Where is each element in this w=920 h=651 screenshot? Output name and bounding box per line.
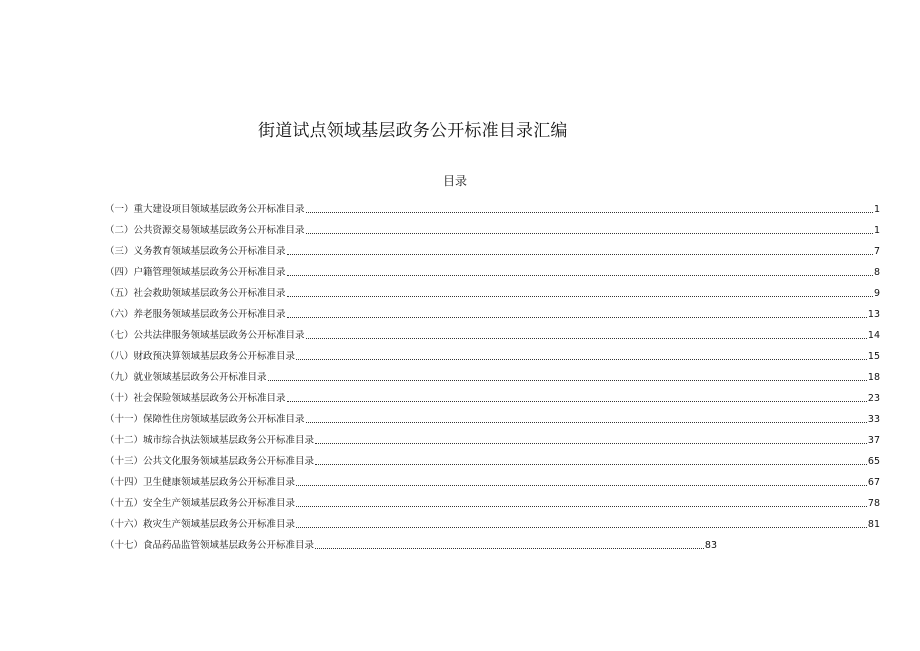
toc-dot-leader	[315, 548, 704, 549]
table-of-contents	[105, 194, 880, 551]
toc-entry-page: 7	[873, 246, 880, 257]
toc-dot-leader	[287, 317, 867, 318]
toc-dot-leader	[306, 233, 873, 234]
toc-entry[interactable]	[105, 341, 880, 362]
toc-dot-leader	[287, 296, 873, 297]
toc-entry-label: （六）养老服务领域基层政务公开标准目录	[105, 309, 286, 320]
toc-entry-page: 67	[867, 477, 880, 488]
toc-entry[interactable]	[105, 383, 880, 404]
toc-entry[interactable]	[105, 362, 880, 383]
toc-heading: 目录	[442, 174, 467, 188]
toc-entry-label: （九）就业领域基层政务公开标准目录	[105, 372, 267, 383]
toc-dot-leader	[287, 254, 873, 255]
toc-entry-label: （五）社会救助领域基层政务公开标准目录	[105, 288, 286, 299]
toc-entry-label: （十一）保障性住房领域基层政务公开标准目录	[105, 414, 305, 425]
toc-entry-label: （十）社会保险领域基层政务公开标准目录	[105, 393, 286, 404]
toc-entry-page: 1	[873, 204, 880, 215]
toc-entry[interactable]	[105, 194, 880, 215]
toc-entry-label: （十六）救灾生产领域基层政务公开标准目录	[105, 519, 296, 530]
toc-dot-leader	[287, 275, 873, 276]
toc-entry-page: 15	[867, 351, 880, 362]
toc-entry-label: （四）户籍管理领域基层政务公开标准目录	[105, 267, 286, 278]
toc-dot-leader	[315, 443, 867, 444]
toc-entry-page: 33	[867, 414, 880, 425]
toc-entry[interactable]	[105, 446, 880, 467]
toc-entry-page: 14	[867, 330, 880, 341]
toc-entry-page: 78	[867, 498, 880, 509]
toc-entry[interactable]	[105, 509, 880, 530]
toc-entry-page: 23	[867, 393, 880, 404]
toc-entry-label: （三）义务教育领域基层政务公开标准目录	[105, 246, 286, 257]
toc-dot-leader	[306, 338, 867, 339]
toc-entry[interactable]	[105, 299, 880, 320]
toc-entry-label: （七）公共法律服务领域基层政务公开标准目录	[105, 330, 305, 341]
toc-entry-page: 8	[873, 267, 880, 278]
toc-dot-leader	[287, 401, 867, 402]
toc-entry[interactable]	[105, 404, 880, 425]
toc-entry[interactable]	[105, 425, 880, 446]
toc-entry-page: 65	[867, 456, 880, 467]
toc-entry-page: 1	[873, 225, 880, 236]
toc-entry[interactable]	[105, 488, 880, 509]
toc-entry-label: （十三）公共文化服务领域基层政务公开标准目录	[105, 456, 315, 467]
toc-dot-leader	[306, 212, 873, 213]
toc-entry-label: （十二）城市综合执法领域基层政务公开标准目录	[105, 435, 315, 446]
toc-dot-leader	[296, 359, 867, 360]
toc-entry-label: （十四）卫生健康领域基层政务公开标准目录	[105, 477, 296, 488]
toc-entry-page: 18	[867, 372, 880, 383]
toc-entry-page: 81	[867, 519, 880, 530]
toc-dot-leader	[296, 506, 867, 507]
toc-entry[interactable]	[105, 257, 880, 278]
toc-entry-page: 9	[873, 288, 880, 299]
toc-entry-label: （一）重大建设项目领域基层政务公开标准目录	[105, 204, 305, 215]
toc-entry[interactable]	[105, 278, 880, 299]
toc-dot-leader	[296, 485, 867, 486]
toc-entry-label: （十七）食品药品监管领域基层政务公开标准目录	[105, 540, 315, 551]
document-title: 街道试点领域基层政务公开标准目录汇编	[258, 121, 568, 141]
toc-entry[interactable]	[105, 236, 880, 257]
toc-entry[interactable]	[105, 530, 717, 551]
toc-entry[interactable]	[105, 320, 880, 341]
toc-entry-label: （二）公共资源交易领域基层政务公开标准目录	[105, 225, 305, 236]
toc-dot-leader	[315, 464, 867, 465]
toc-dot-leader	[268, 380, 867, 381]
toc-dot-leader	[306, 422, 867, 423]
toc-entry-page: 83	[704, 540, 717, 551]
toc-entry-page: 13	[867, 309, 880, 320]
toc-entry-label: （八）财政预决算领域基层政务公开标准目录	[105, 351, 296, 362]
toc-entry-label: （十五）安全生产领域基层政务公开标准目录	[105, 498, 296, 509]
toc-dot-leader	[296, 527, 867, 528]
toc-entry[interactable]	[105, 467, 880, 488]
toc-entry-page: 37	[867, 435, 880, 446]
toc-entry[interactable]	[105, 215, 880, 236]
